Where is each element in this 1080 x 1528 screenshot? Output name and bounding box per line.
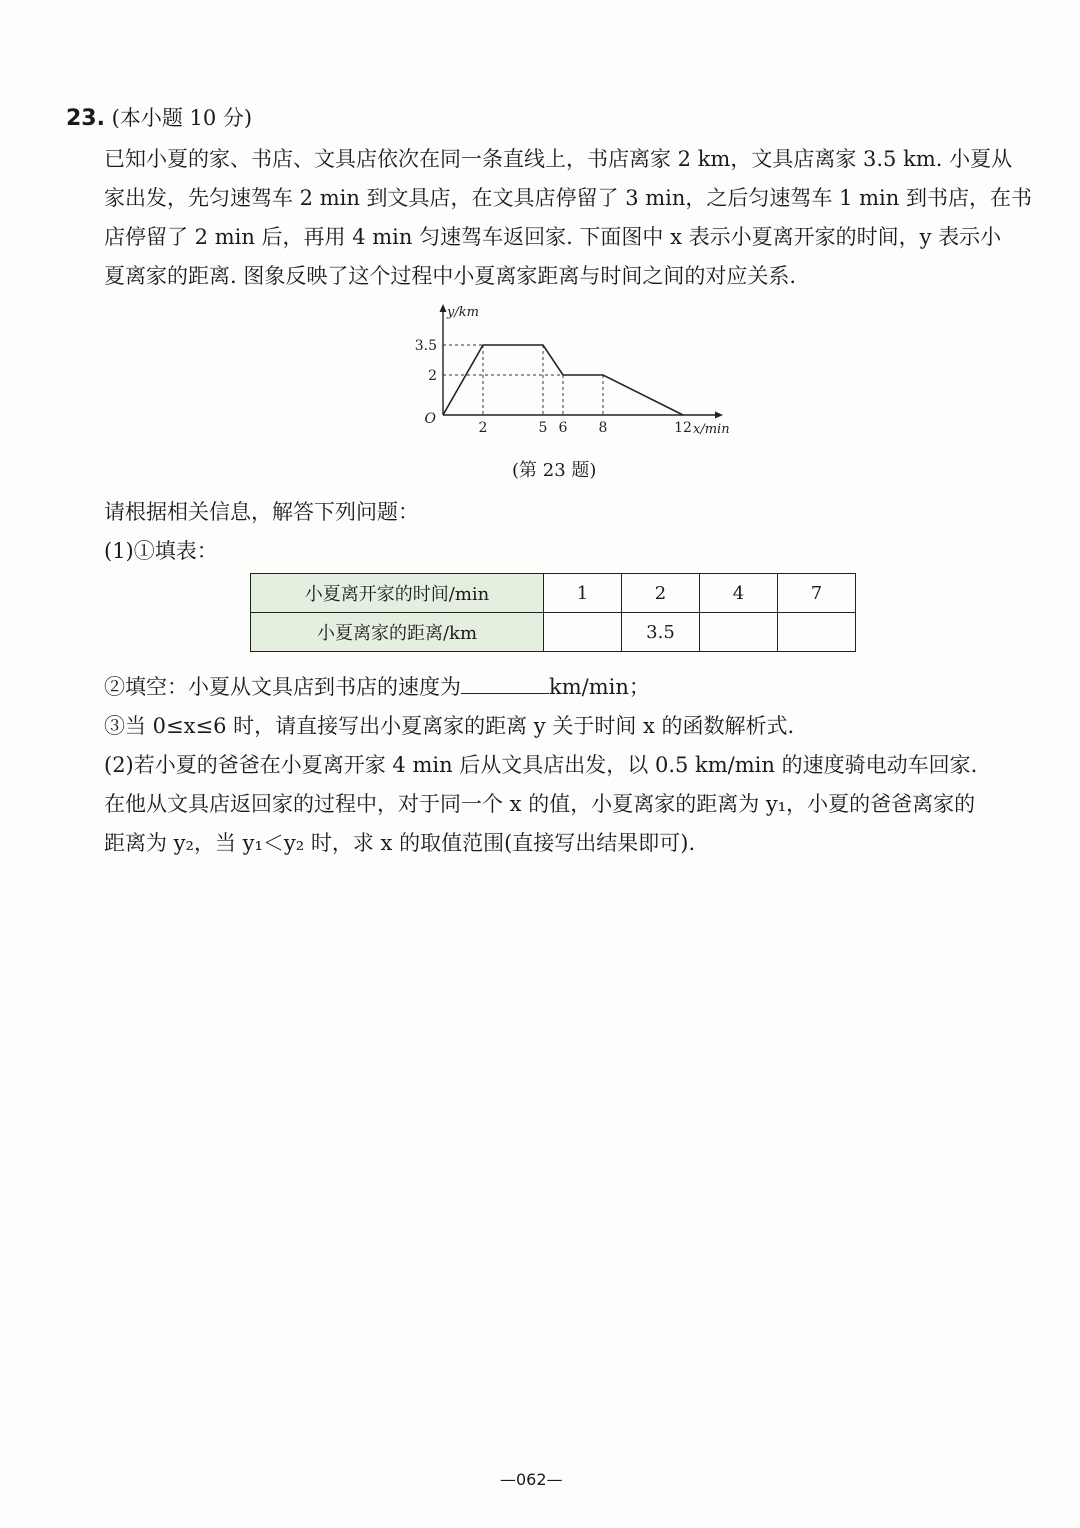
y-tick-label: 3.5 <box>414 338 437 354</box>
instruction: 请根据相关信息，解答下列问题： <box>104 500 419 524</box>
y-axis-label: y/km <box>447 305 479 320</box>
question-header <box>66 102 252 132</box>
x-tick-label: 6 <box>558 420 568 436</box>
origin-label: O <box>424 411 436 427</box>
sub2-line <box>104 671 650 701</box>
time-cell: 4 <box>700 574 778 613</box>
x-tick-label: 2 <box>478 420 488 436</box>
distance-cell[interactable] <box>700 613 778 652</box>
question-points: (本小题 10 分) <box>111 106 253 130</box>
row-header-distance: 小夏离家的距离/km <box>251 613 544 652</box>
part2-line-1: (2)若小夏的爸爸在小夏离开家 4 min 后从文具店出发，以 0.5 km/min 的速度骑电动车回家. <box>104 753 978 777</box>
time-cell: 2 <box>622 574 700 613</box>
x-tick-label: 8 <box>598 420 608 436</box>
sub3-line: ③当 0≤x≤6 时，请直接写出小夏离家的距离 y 关于时间 x 的函数解析式. <box>104 714 795 738</box>
x-axis-arrow <box>715 412 723 419</box>
question-number: 23. <box>66 106 105 131</box>
page-number: —062— <box>500 1470 563 1489</box>
figure-caption: (第 23 题) <box>512 460 597 481</box>
part2-line-3: 距离为 y₂，当 y₁＜y₂ 时，求 x 的取值范围(直接写出结果即可). <box>104 831 696 855</box>
table-row-distance <box>251 613 856 652</box>
stem-line-4: 夏离家的距离. 图象反映了这个过程中小夏离家距离与时间之间的对应关系. <box>104 264 797 288</box>
x-axis-label: x/min <box>693 422 730 437</box>
fill-table <box>250 573 856 652</box>
distance-time-graph <box>406 300 730 450</box>
stem-line-1: 已知小夏的家、书店、文具店依次在同一条直线上，书店离家 2 km，文具店离家 3.5 km. 小夏从 <box>104 147 1013 171</box>
distance-cell: 3.5 <box>622 613 700 652</box>
table-row-time <box>251 574 856 613</box>
time-cell: 7 <box>778 574 856 613</box>
answer-blank[interactable] <box>461 675 549 694</box>
data-line <box>443 345 683 415</box>
distance-cell[interactable] <box>544 613 622 652</box>
part2-line-2: 在他从文具店返回家的过程中，对于同一个 x 的值，小夏离家的距离为 y₁，小夏的爸爸离家的 <box>104 792 976 816</box>
part1-label: (1)①填表： <box>104 539 218 563</box>
y-axis-arrow <box>440 304 447 312</box>
time-cell: 1 <box>544 574 622 613</box>
stem-line-3: 店停留了 2 min 后，再用 4 min 匀速驾车返回家. 下面图中 x 表示小夏离开家的时间，y 表示小 <box>104 225 1002 249</box>
y-tick-label: 2 <box>428 368 437 384</box>
x-tick-label: 12 <box>674 420 692 436</box>
stem-line-2: 家出发，先匀速驾车 2 min 到文具店，在文具店停留了 3 min，之后匀速驾车 1 min 到书店，在书 <box>104 186 1032 210</box>
sub2-text: ②填空：小夏从文具店到书店的速度为 <box>104 675 461 699</box>
sub2-unit: km/min； <box>549 675 650 699</box>
distance-cell[interactable] <box>778 613 856 652</box>
x-tick-label: 5 <box>538 420 548 436</box>
row-header-time: 小夏离开家的时间/min <box>251 574 544 613</box>
